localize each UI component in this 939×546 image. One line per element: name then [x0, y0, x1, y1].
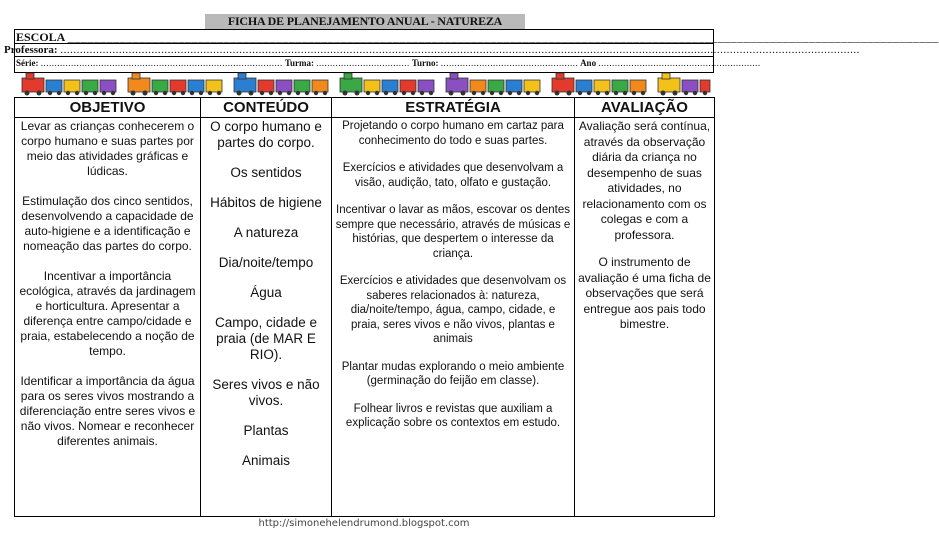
serie-turma-turno-ano-field: Série: ........................................................................................ Turma: .................................. Turno: .................................................. Ano ........................................................... — [16, 58, 761, 68]
escola-field: ESCOLA ______________________________________________________________________________________________________________________________________ — [16, 30, 939, 44]
conteudo-item: A natureza — [233, 225, 299, 240]
estrategia-item: Exercícios e atividades que desenvolvam os saberes relacionados à: natureza, dia/noite/tempo, água, campo, cidade, e praia, seres vivos e não vivos, plantas e animais — [339, 275, 567, 345]
conteudo-item: Água — [250, 285, 282, 300]
conteudo-item: Dia/noite/tempo — [218, 255, 314, 270]
conteudo-item: Seres vivos e não vivos. — [212, 377, 320, 408]
conteudo-item: Campo, cidade e praia (de MAR E RIO). — [214, 315, 318, 362]
train-group-3 — [234, 73, 328, 96]
conteudo-item: O corpo humano e partes do corpo. — [210, 119, 322, 150]
train-group-7 — [658, 73, 710, 96]
estrategia-item: Plantar mudas explorando o meio ambiente (germinação do feijão em classe). — [341, 360, 565, 387]
avaliacao-cell — [575, 118, 715, 517]
objetivo-cell — [15, 118, 201, 517]
objetivo-item: Identificar a importância da água para os seres vivos mostrando a diferenciação entre seres vivos e não vivos. Nomear e reconhecer diferentes animais. — [19, 374, 196, 448]
train-group-1 — [22, 73, 116, 96]
planning-table — [14, 97, 715, 517]
column-header-estrategia: ESTRATÉGIA — [332, 98, 575, 118]
estrategia-item: Exercícios e atividades que desenvolvam a visão, audição, tato, olfato e gustação. — [342, 162, 564, 189]
train-group-4 — [340, 73, 434, 96]
conteudo-item: Hábitos de higiene — [210, 195, 322, 210]
avaliacao-item: O instrumento de avaliação é uma ficha de observações que será entregue aos pais todo bimestre. — [578, 255, 711, 331]
objetivo-item: Incentivar a importância ecológica, através da jardinagem e horticultura. Apresentar a diferença entre campo/cidade e praia, estabelecendo a noção de tempo. — [19, 269, 196, 358]
estrategia-item: Projetando o corpo humano em cartaz para conhecimento do todo e suas partes. — [342, 120, 564, 147]
page-title: FICHA DE PLANEJAMENTO ANUAL - NATUREZA — [227, 14, 503, 28]
table-row — [15, 118, 715, 517]
column-header-objetivo: OBJETIVO — [15, 98, 201, 118]
estrategia-cell — [332, 118, 575, 517]
objetivo-item: Levar as crianças conhecerem o corpo humano e suas partes por meio das atividades gráficas e lúdicas. — [20, 119, 195, 178]
professora-label: Professora: — [4, 44, 58, 56]
turno-label: Turno: — [411, 58, 439, 68]
turma-label: Turma: — [284, 58, 315, 68]
column-header-avaliacao: AVALIAÇÃO — [575, 98, 715, 118]
column-header-conteudo: CONTEÚDO — [201, 98, 332, 118]
avaliacao-item: Avaliação será contínua, através da observação diária da criança no desempenho de suas atividades, no relacionamento com os colegas e com a professora. — [578, 119, 711, 242]
source-url: http://simonehelendrumond.blogspot.com — [258, 518, 470, 529]
estrategia-item: Incentivar o lavar as mãos, escovar os dentes sempre que necessário, através de músicas e histórias, que despertem o interesse da criança. — [335, 204, 571, 260]
objetivo-item: Estimulação dos cinco sentidos, desenvolvendo a capacidade de auto-higiene e a identificação e nomeação das partes do corpo. — [21, 194, 194, 253]
professora-field: Professora: ...................................................................................................................................................................................................................................................... — [4, 44, 860, 56]
table-header-row — [15, 98, 715, 118]
ano-label: Ano — [580, 58, 597, 68]
conteudo-item: Plantas — [243, 423, 289, 438]
train-group-5 — [446, 73, 540, 96]
escola-label: ESCOLA — [16, 30, 65, 44]
conteudo-cell — [201, 118, 332, 517]
conteudo-item: Animais — [241, 453, 290, 468]
train-border-illustration — [16, 64, 712, 98]
conteudo-item: Os sentidos — [230, 165, 302, 180]
estrategia-item: Folhear livros e revistas que auxiliam a explicação sobre os contextos em estudo. — [345, 402, 561, 429]
train-group-2 — [128, 73, 222, 96]
serie-label: Série: — [16, 58, 39, 68]
train-group-6 — [552, 73, 646, 96]
